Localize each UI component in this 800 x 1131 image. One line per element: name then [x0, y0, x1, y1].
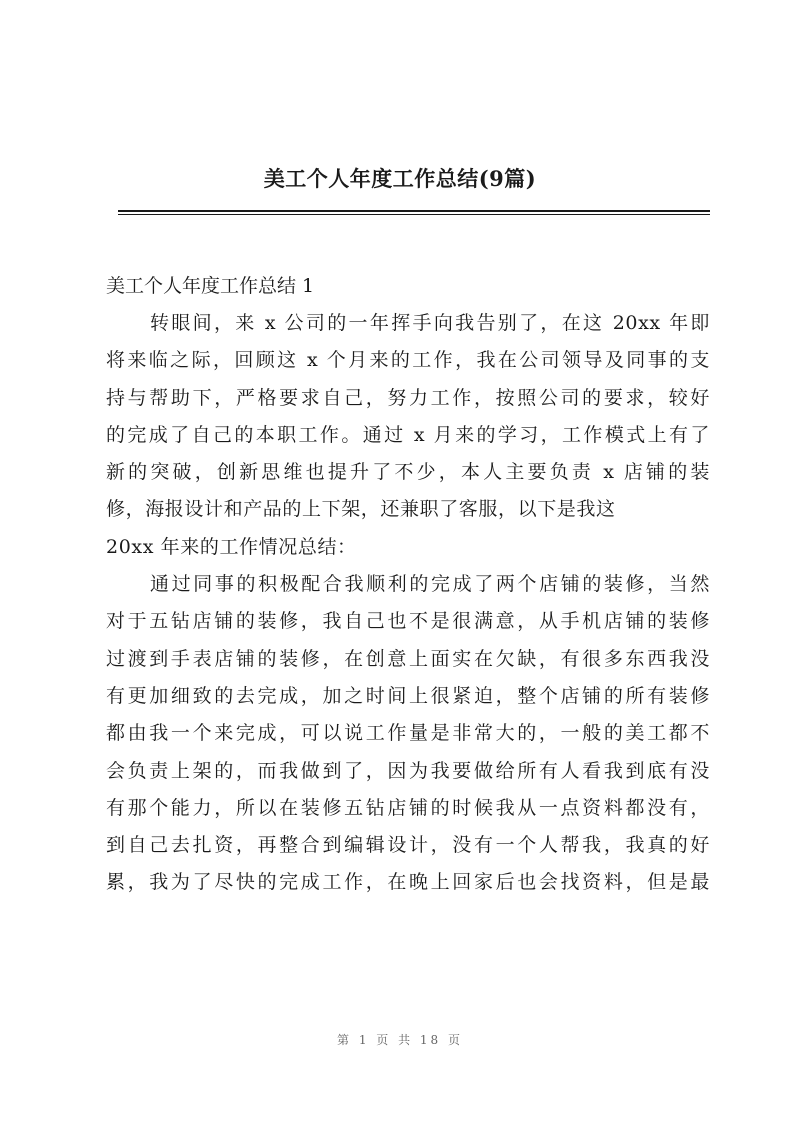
paragraph-line: 到自己去扎资，再整合到编辑设计，没有一个人帮我，我真的好: [106, 834, 710, 857]
paragraph-line: 对于五钻店铺的装修，我自己也不是很满意，从手机店铺的装修: [106, 610, 710, 633]
paragraph-line: 会负责上架的，而我做到了，因为我要做给所有人看我到底有没: [106, 759, 710, 782]
title-rule-thick: [118, 210, 710, 212]
paragraph-line: 修，海报设计和产品的上下架，还兼职了客服，以下是我这: [106, 498, 616, 521]
paragraph-line: 有更加细致的去完成，加之时间上很紧迫，整个店铺的所有装修: [106, 684, 710, 707]
paragraph-line: 新的突破，创新思维也提升了不少，本人主要负责 x 店铺的装: [106, 461, 710, 484]
paragraph-line: 的完成了自己的本职工作。通过 x 月来的学习，工作模式上有了: [106, 423, 710, 446]
paragraph-line: 转眼间，来 x 公司的一年挥手向我告别了，在这 20xx 年即: [150, 312, 710, 334]
page-number-footer: 第 1 页 共 18 页: [337, 1033, 463, 1047]
paragraph-line: 有那个能力，所以在装修五钻店铺的时候我从一点资料都没有，: [106, 796, 710, 819]
title-rule-thin: [118, 214, 710, 215]
paragraph-line: 累，我为了尽快的完成工作，在晚上回家后也会找资料，但是最: [106, 871, 710, 894]
paragraph-1: [106, 305, 710, 566]
paragraph-line: 都由我一个来完成，可以说工作量是非常大的，一般的美工都不: [106, 722, 710, 745]
document-title: 美工个人年度工作总结(9篇): [263, 166, 537, 191]
section-heading: 美工个人年度工作总结 1: [106, 275, 315, 297]
paragraph-2: [106, 566, 710, 902]
document-body: [106, 268, 710, 902]
paragraph-line: 20xx 年来的工作情况总结：: [106, 535, 357, 558]
paragraph-line: 持与帮助下，严格要求自己，努力工作，按照公司的要求，较好: [106, 386, 710, 409]
paragraph-line: 将来临之际，回顾这 x 个月来的工作，我在公司领导及同事的支: [106, 349, 710, 372]
paragraph-line: 通过同事的积极配合我顺利的完成了两个店铺的装修，当然: [150, 573, 710, 596]
paragraph-line: 过渡到手表店铺的装修，在创意上面实在欠缺，有很多东西我没: [106, 647, 710, 670]
